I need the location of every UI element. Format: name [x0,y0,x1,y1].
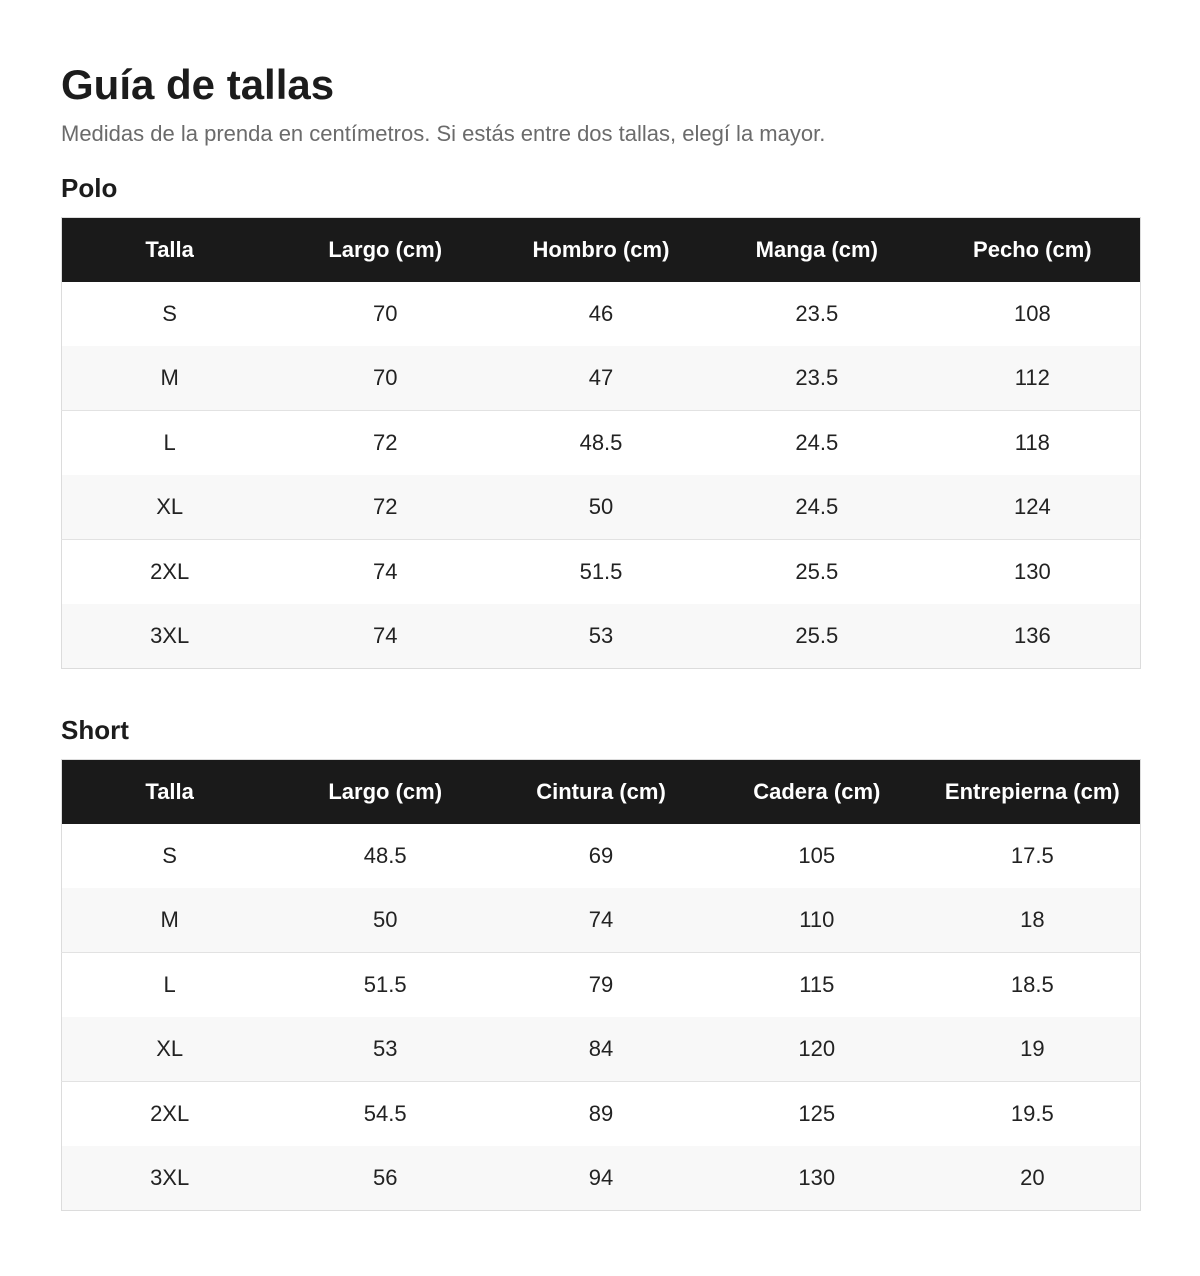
table-row [62,1082,1141,1147]
measurement-cell: 50 [493,475,709,540]
column-header: Largo (cm) [277,218,493,283]
size-cell: M [62,888,278,953]
table-header-row [62,218,1141,283]
section-title-polo: Polo [61,173,118,203]
column-header: Manga (cm) [709,218,925,283]
measurement-cell: 89 [493,1082,709,1147]
measurement-cell: 25.5 [709,540,925,605]
measurement-cell: 47 [493,346,709,411]
table-row [62,953,1141,1018]
size-cell: 2XL [62,540,278,605]
measurement-cell: 112 [925,346,1141,411]
table-row [62,411,1141,476]
size-cell: S [62,824,278,888]
measurement-cell: 74 [277,540,493,605]
size-cell: L [62,953,278,1018]
measurement-cell: 18 [925,888,1141,953]
measurement-cell: 50 [277,888,493,953]
page-title: Guía de tallas [61,61,335,108]
measurement-cell: 74 [493,888,709,953]
measurement-cell: 23.5 [709,282,925,346]
measurement-cell: 51.5 [493,540,709,605]
measurement-cell: 120 [709,1017,925,1082]
section-title-short: Short [61,715,129,745]
table-row [62,604,1141,669]
measurement-cell: 24.5 [709,475,925,540]
size-cell: XL [62,475,278,540]
size-cell: XL [62,1017,278,1082]
measurement-cell: 69 [493,824,709,888]
measurement-cell: 53 [277,1017,493,1082]
size-cell: 3XL [62,1146,278,1211]
table-body [62,282,1141,669]
measurement-cell: 118 [925,411,1141,476]
measurement-cell: 18.5 [925,953,1141,1018]
table-row [62,824,1141,888]
measurement-cell: 130 [925,540,1141,605]
measurement-cell: 125 [709,1082,925,1147]
table-row [62,540,1141,605]
column-header: Talla [62,218,278,283]
table-row [62,1017,1141,1082]
measurement-cell: 19.5 [925,1082,1141,1147]
measurement-cell: 23.5 [709,346,925,411]
size-cell: M [62,346,278,411]
measurement-cell: 51.5 [277,953,493,1018]
column-header: Largo (cm) [277,760,493,825]
table-header-row [62,760,1141,825]
measurement-cell: 56 [277,1146,493,1211]
table-row [62,346,1141,411]
table-body [62,824,1141,1211]
column-header: Cadera (cm) [709,760,925,825]
measurement-cell: 74 [277,604,493,669]
measurement-cell: 48.5 [493,411,709,476]
measurement-cell: 115 [709,953,925,1018]
measurement-cell: 105 [709,824,925,888]
measurement-cell: 84 [493,1017,709,1082]
measurement-cell: 72 [277,411,493,476]
measurement-cell: 48.5 [277,824,493,888]
page-subtitle: Medidas de la prenda en centímetros. Si estás entre dos tallas, elegí la mayor. [61,121,826,146]
measurement-cell: 70 [277,282,493,346]
measurement-cell: 124 [925,475,1141,540]
size-cell: 3XL [62,604,278,669]
measurement-cell: 72 [277,475,493,540]
measurement-cell: 17.5 [925,824,1141,888]
measurement-cell: 19 [925,1017,1141,1082]
measurement-cell: 110 [709,888,925,953]
table-row [62,282,1141,346]
measurement-cell: 108 [925,282,1141,346]
measurement-cell: 79 [493,953,709,1018]
measurement-cell: 46 [493,282,709,346]
column-header: Talla [62,760,278,825]
size-table-polo [61,217,1141,669]
table-row [62,475,1141,540]
measurement-cell: 70 [277,346,493,411]
column-header: Cintura (cm) [493,760,709,825]
table-row [62,888,1141,953]
size-cell: 2XL [62,1082,278,1147]
size-cell: S [62,282,278,346]
measurement-cell: 54.5 [277,1082,493,1147]
size-table-short [61,759,1141,1211]
column-header: Hombro (cm) [493,218,709,283]
table-row [62,1146,1141,1211]
measurement-cell: 130 [709,1146,925,1211]
size-cell: L [62,411,278,476]
measurement-cell: 136 [925,604,1141,669]
column-header: Entrepierna (cm) [925,760,1141,825]
measurement-cell: 20 [925,1146,1141,1211]
measurement-cell: 94 [493,1146,709,1211]
measurement-cell: 25.5 [709,604,925,669]
measurement-cell: 53 [493,604,709,669]
column-header: Pecho (cm) [925,218,1141,283]
measurement-cell: 24.5 [709,411,925,476]
